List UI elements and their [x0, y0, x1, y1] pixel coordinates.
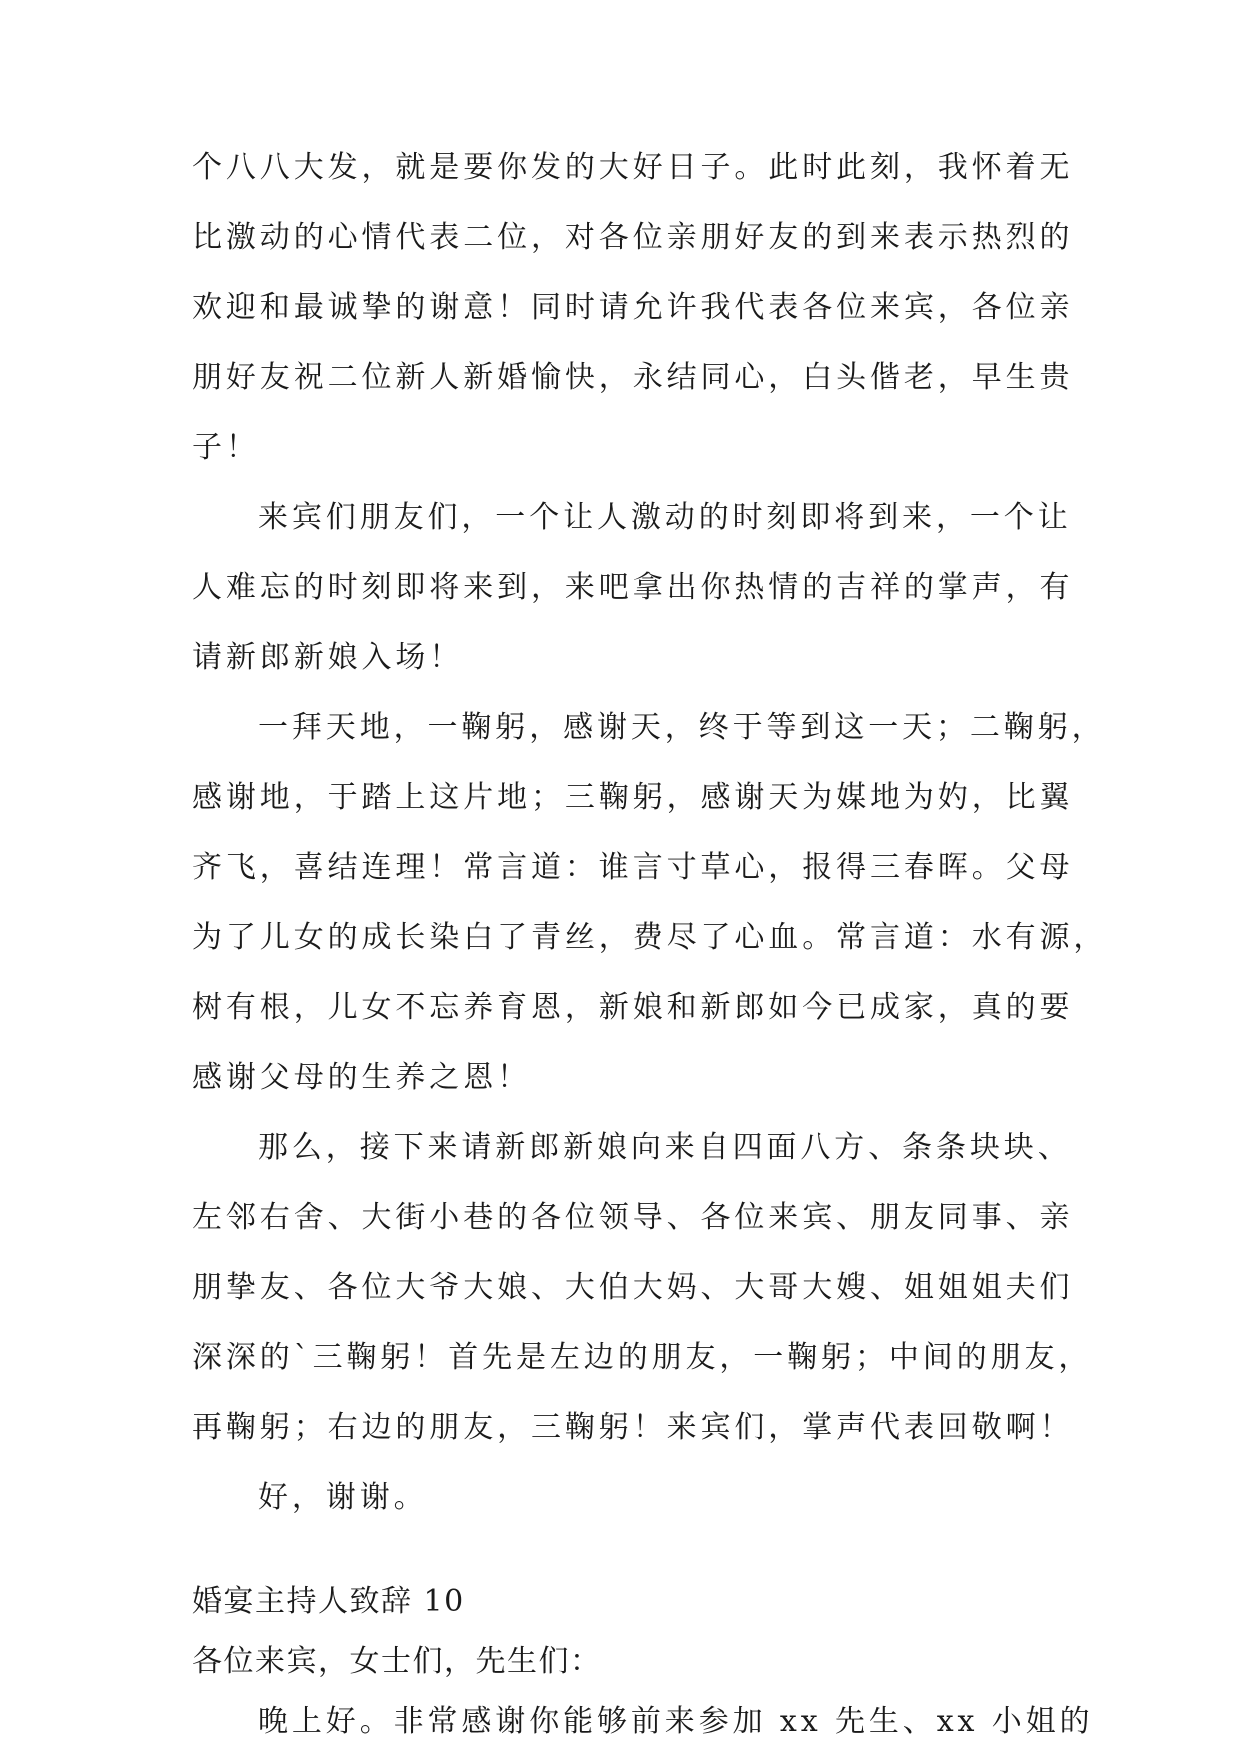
text-line: 再鞠躬；右边的朋友，三鞠躬！来宾们，掌声代表回敬啊！	[192, 1410, 1074, 1445]
text-line: 朋好友祝二位新人新婚愉快，永结同心，白头偕老，早生贵	[192, 360, 1074, 395]
text-line: 子！	[192, 430, 260, 465]
text-line: 请新郎新娘入场！	[192, 640, 464, 675]
text-line: 树有根，儿女不忘养育恩，新娘和新郎如今已成家，真的要	[192, 990, 1074, 1025]
text-line: 人难忘的时刻即将来到，来吧拿出你热情的吉祥的掌声，有	[192, 570, 1074, 605]
text-line: 感谢父母的生养之恩！	[192, 1060, 531, 1095]
paragraph-first-line: 来宾们朋友们，一个让人激动的时刻即将到来，一个让	[258, 500, 1072, 535]
text-line: 欢迎和最诚挚的谢意！同时请允许我代表各位来宾，各位亲	[192, 290, 1074, 325]
salutation: 各位来宾，女士们，先生们：	[192, 1644, 602, 1679]
paragraph-first-line: 那么，接下来请新郎新娘向来自四面八方、条条块块、	[258, 1130, 1072, 1165]
paragraph-first-line: 好，谢谢。	[258, 1480, 428, 1515]
text-line: 为了儿女的成长染白了青丝，费尽了心血。常言道：水有源，	[192, 920, 1108, 955]
text-line: 比激动的心情代表二位，对各位亲朋好友的到来表示热烈的	[192, 220, 1074, 255]
text-line: 深深的`三鞠躬！首先是左边的朋友，一鞠躬；中间的朋友，	[192, 1340, 1093, 1375]
text-line: 朋挚友、各位大爷大娘、大伯大妈、大哥大嫂、姐姐姐夫们	[192, 1270, 1074, 1305]
text-line: 左邻右舍、大街小巷的各位领导、各位来宾、朋友同事、亲	[192, 1200, 1074, 1235]
text-line: 个八八大发，就是要你发的大好日子。此时此刻，我怀着无	[192, 150, 1074, 185]
paragraph-first-line: 一拜天地，一鞠躬，感谢天，终于等到这一天；二鞠躬，	[258, 710, 1106, 745]
text-line: 感谢地，于踏上这片地；三鞠躬，感谢天为媒地为妁，比翼	[192, 780, 1074, 815]
text-line: 齐飞，喜结连理！常言道：谁言寸草心，报得三春晖。父母	[192, 850, 1074, 885]
paragraph-first-line: 晚上好。非常感谢你能够前来参加 xx 先生、xx 小姐的	[258, 1704, 1094, 1739]
section-heading: 婚宴主持人致辞 10	[192, 1584, 465, 1619]
